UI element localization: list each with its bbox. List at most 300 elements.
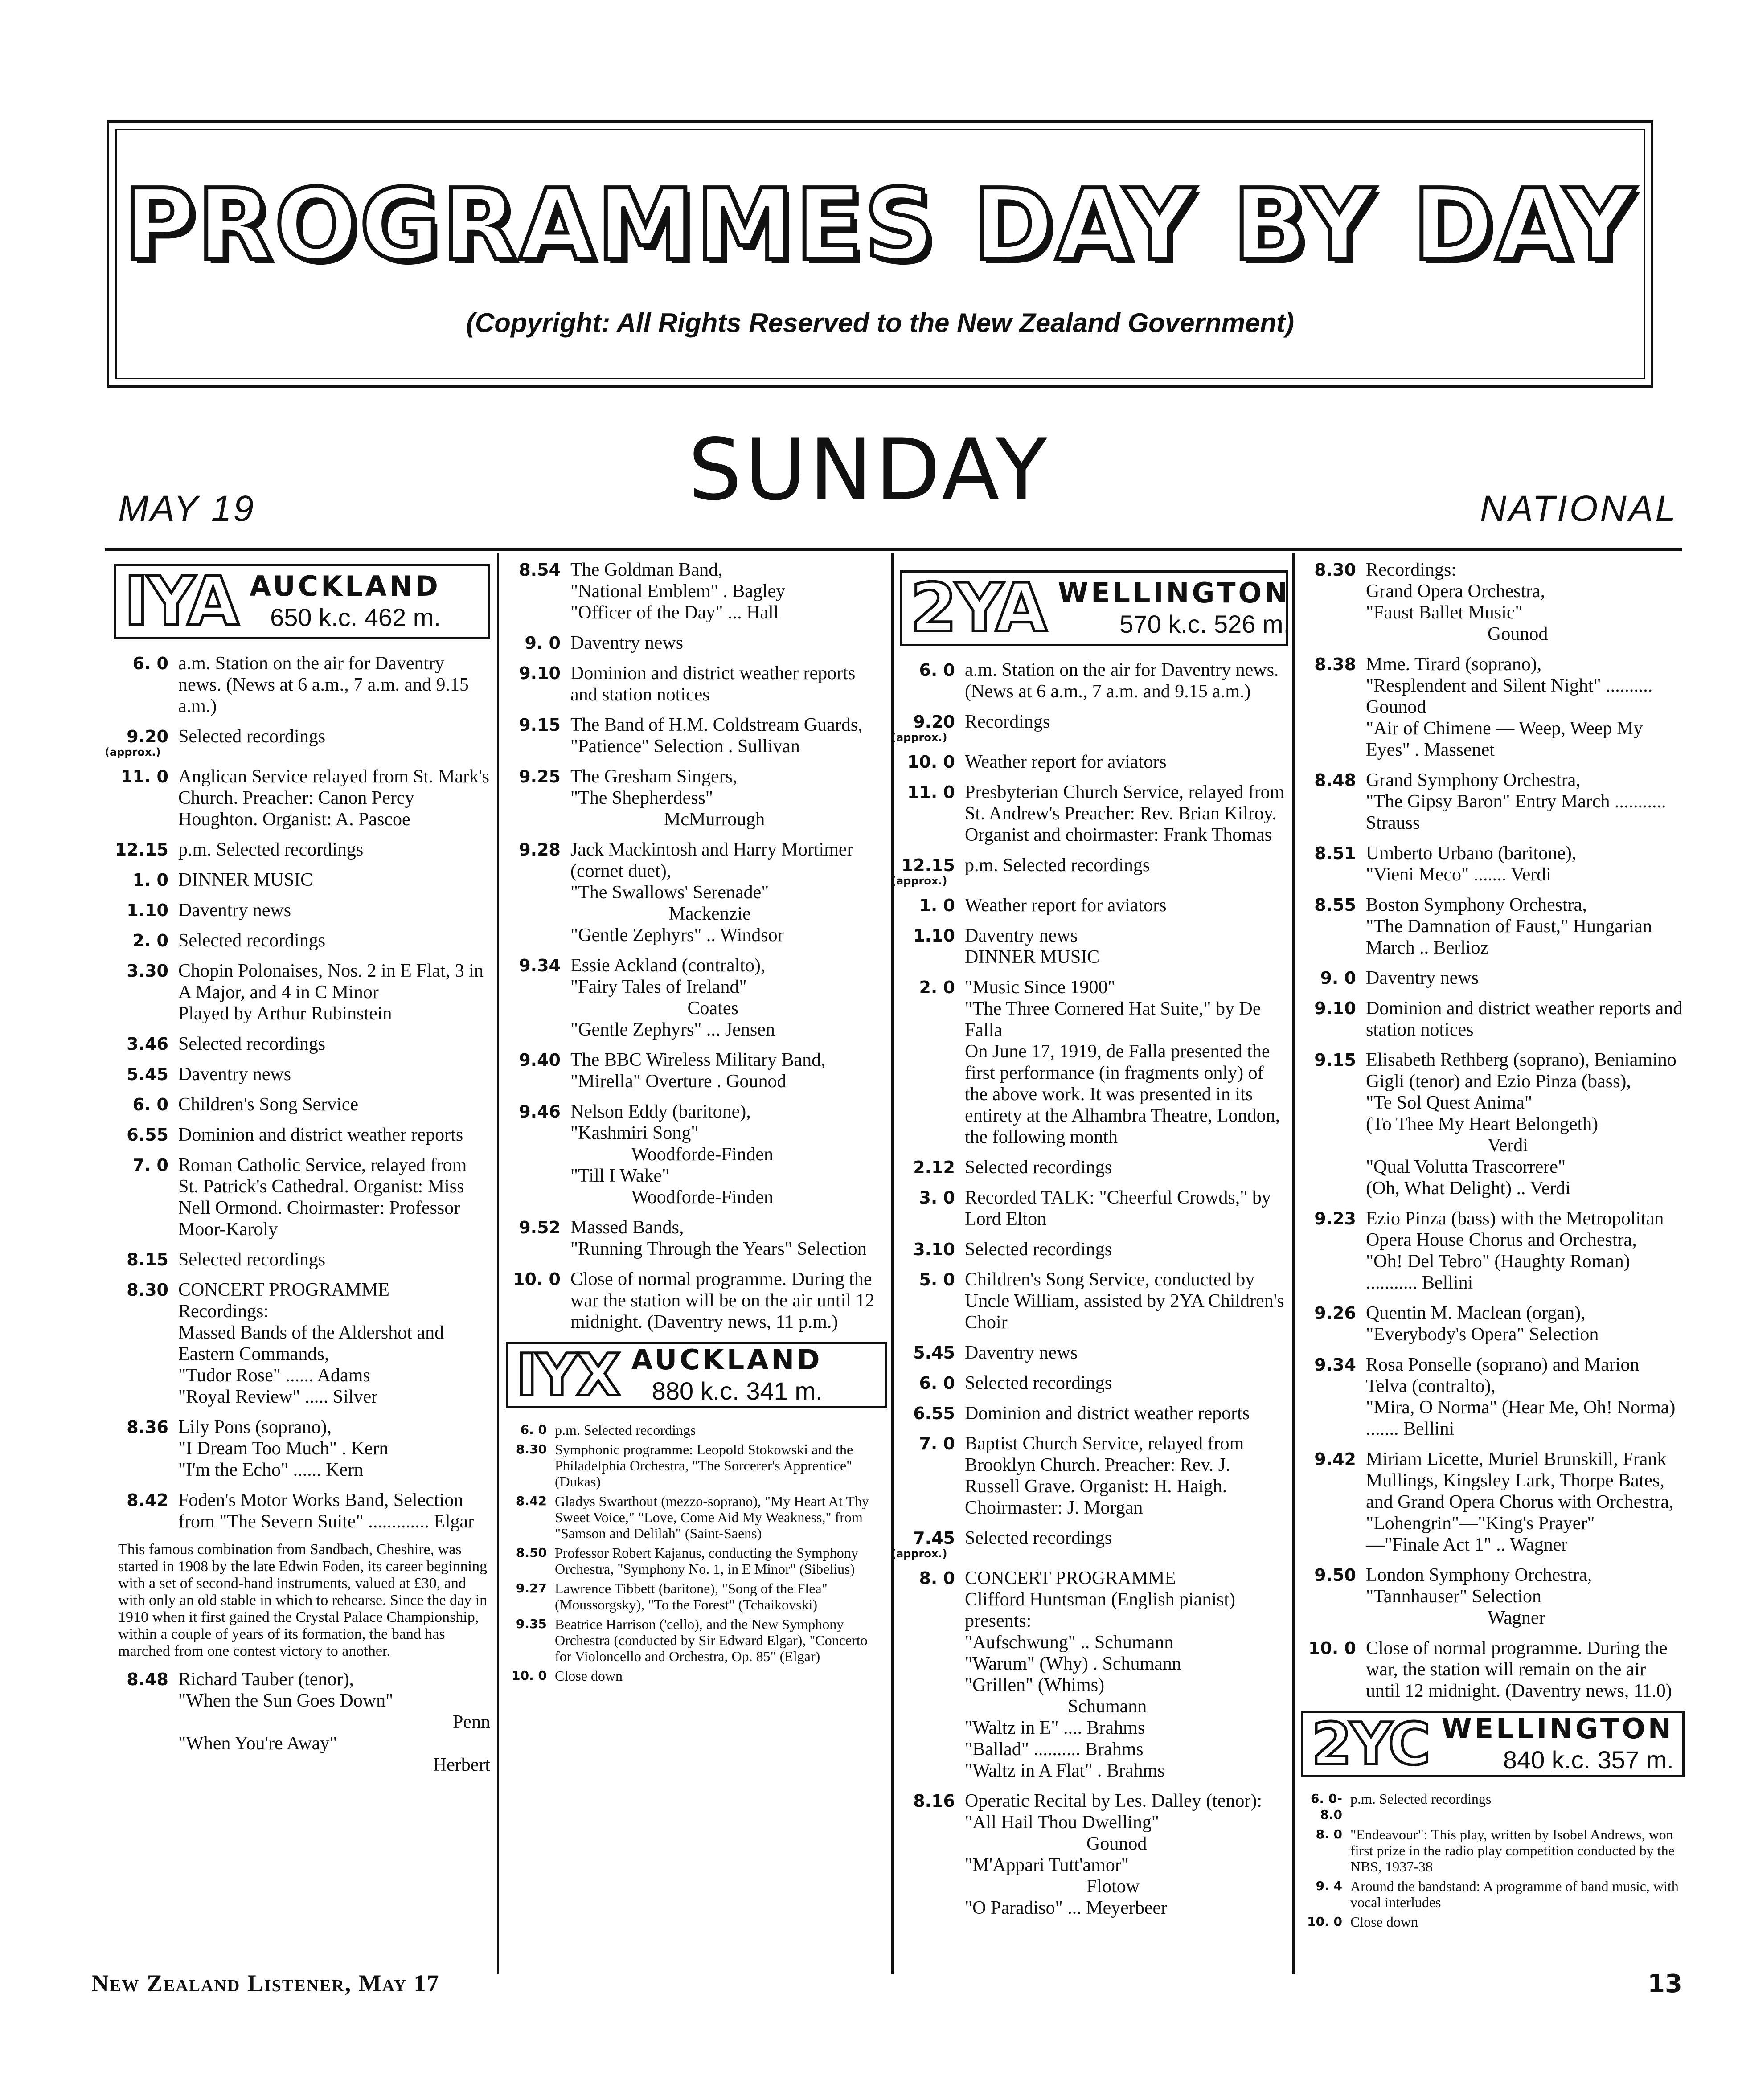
programme-text: p.m. Selected recordings	[555, 1422, 696, 1438]
programme-entry	[109, 1094, 490, 1115]
time-value: 6. 0	[520, 1422, 547, 1437]
station-city: WELLINGTON	[1441, 1712, 1674, 1745]
time	[501, 1493, 555, 1541]
time	[109, 839, 178, 860]
programme-text: p.m. Selected recordings	[965, 855, 1150, 876]
programme-text: London Symphony Orchestra, "Tannhauser" Selection Wagner	[1366, 1565, 1592, 1628]
programme-entry	[109, 930, 490, 951]
time	[1297, 1637, 1366, 1702]
programme-list	[501, 559, 887, 1333]
programme-text: Mme. Tirard (soprano), "Resplendent and Silent Night" .......... Gounod "Air of Chimene — Weep, Weep My Eyes" . Massenet	[1366, 654, 1653, 760]
time	[501, 714, 570, 757]
time-value: 3.30	[127, 961, 168, 981]
programme-entry	[1297, 559, 1685, 645]
programme-text: Umberto Urbano (baritone), "Vieni Meco" ....... Verdi	[1366, 843, 1577, 885]
programme-entry	[896, 1157, 1288, 1178]
programme-text: Grand Symphony Orchestra, "The Gipsy Baron" Entry March ........... Strauss	[1366, 770, 1666, 833]
programme-entry	[501, 1101, 887, 1208]
programme-text: Jack Mackintosh and Harry Mortimer (cornet duet), "The Swallows' Serenade" Mackenzie "Gentle Zephyrs" .. Windsor	[570, 839, 853, 946]
time-value: 8.16	[913, 1791, 955, 1811]
programme-entry	[896, 1790, 1288, 1919]
programme-text: Daventry news	[178, 1064, 291, 1085]
programme-entry	[891, 855, 1288, 887]
time-value: 8.42	[516, 1494, 547, 1508]
time	[1297, 1914, 1350, 1930]
station-frequency: 840 k.c. 357 m.	[1503, 1746, 1674, 1774]
programme-text: Daventry news	[965, 1343, 1078, 1363]
programme-list	[105, 653, 494, 1532]
time-value: 5. 0	[919, 1270, 955, 1289]
station-call: IYX	[516, 1341, 619, 1409]
time	[1297, 967, 1366, 989]
programme-list	[891, 659, 1289, 1919]
time-value: 9.23	[1314, 1209, 1356, 1228]
programme-text: Close of normal programme. During the war the station will be on the air until 12 midnight. (Daventry news, 11 p.m.)	[570, 1269, 879, 1332]
time	[1297, 1302, 1366, 1345]
time-value: 9.20	[913, 712, 955, 732]
time	[501, 766, 570, 830]
programme-entry	[109, 1154, 490, 1240]
programme-entry	[1297, 843, 1685, 885]
programme-entry	[501, 1269, 887, 1333]
time-value: 9.40	[519, 1050, 561, 1070]
programme-entry	[896, 659, 1288, 702]
time-value: 7. 0	[132, 1155, 168, 1175]
programme-entry	[1297, 1564, 1685, 1629]
programme-text: Daventry news	[570, 633, 684, 653]
programme-entry	[501, 559, 887, 623]
time	[896, 1269, 965, 1333]
column-divider	[1292, 553, 1295, 1974]
programme-entry	[1297, 967, 1685, 989]
programme-text: Weather report for aviators	[965, 895, 1167, 916]
programme-entry	[1297, 1878, 1685, 1910]
banner-copyright: (Copyright: All Rights Reserved to the New Zealand Government)	[466, 308, 1294, 338]
programme-entry	[501, 1422, 887, 1438]
programme-text: Selected recordings	[965, 1157, 1112, 1178]
programme-text: CONCERT PROGRAMME Clifford Huntsman (English pianist) presents: "Aufschwung" .. Schumann "Warum" (Why) . Schumann "Grillen" (Whims) Schumann "Waltz in E" .... Brahms "Ballad" .......... Brahms "Waltz in A Flat" . Brahms	[965, 1568, 1236, 1781]
time-value: 1.10	[127, 901, 168, 920]
time	[891, 1527, 965, 1560]
programme-entry	[1297, 894, 1685, 958]
time	[501, 839, 570, 946]
programme-entry	[1297, 1914, 1685, 1930]
time	[896, 1433, 965, 1519]
programme-text: Lily Pons (soprano), "I Dream Too Much" . Kern "I'm the Echo" ...... Kern	[178, 1417, 389, 1480]
time	[109, 1124, 178, 1146]
time-value: 3.10	[913, 1240, 955, 1259]
time-value: 9.20	[127, 727, 168, 746]
time	[1297, 1208, 1366, 1294]
time	[896, 659, 965, 702]
time	[1297, 770, 1366, 834]
programme-text: Dominion and district weather reports	[965, 1403, 1250, 1424]
time	[501, 1545, 555, 1577]
programme-entry	[1297, 1302, 1685, 1345]
programme-text: Children's Song Service, conducted by Uncle William, assisted by 2YA Children's Choir	[965, 1269, 1289, 1333]
time-value: 11. 0	[121, 767, 168, 786]
time	[501, 1101, 570, 1208]
programme-list-small	[501, 1422, 887, 1684]
banner-frame	[107, 120, 1653, 388]
composer: Herbert	[433, 1755, 490, 1775]
station-box-2ya	[900, 569, 1291, 647]
programme-text: Children's Song Service	[178, 1094, 359, 1115]
programme-text: Daventry news	[178, 900, 291, 921]
time	[501, 955, 570, 1040]
time-value: 1.10	[913, 926, 955, 946]
time	[105, 726, 178, 758]
time	[896, 782, 965, 846]
time	[896, 1372, 965, 1394]
day-heading: SUNDAY	[688, 421, 1050, 519]
time	[501, 1441, 555, 1490]
programme-text: CONCERT PROGRAMME Recordings: Massed Bands of the Aldershot and Eastern Commands, "Tudor Rose" ...... Adams "Royal Review" ..... Silver	[178, 1280, 444, 1407]
programme-text: Massed Bands, "Running Through the Years" Selection	[570, 1217, 867, 1259]
programme-text: a.m. Station on the air for Daventry news. (News at 6 a.m., 7 a.m. and 9.15 a.m.)	[178, 653, 474, 716]
programme-text: Close down	[555, 1668, 623, 1684]
programme-entry	[501, 1493, 887, 1541]
time	[1297, 1826, 1350, 1875]
network-label: NATIONAL	[1480, 488, 1678, 529]
time-value: 8.54	[519, 560, 561, 580]
programme-text: Daventry news	[1366, 968, 1479, 988]
programme-entry	[1297, 1049, 1685, 1199]
programme-text: Roman Catholic Service, relayed from St. Patrick's Cathedral. Organist: Miss Nell Ormond. Choirmaster: Professor Moor-Karoly	[178, 1155, 471, 1240]
time-value: 6. 0	[132, 654, 168, 673]
station-box-1yx	[506, 1342, 887, 1408]
approx-label: (approx.)	[891, 1547, 947, 1560]
column-1yA	[105, 559, 494, 1785]
programme-entry	[501, 1049, 887, 1092]
station-city: AUCKLAND	[250, 570, 441, 602]
programme-text: Selected recordings	[178, 930, 326, 951]
programme-entry	[501, 1616, 887, 1664]
programme-entry	[1297, 770, 1685, 834]
programme-entry	[109, 1064, 490, 1085]
column-divider	[891, 553, 894, 1974]
programme-entry	[109, 766, 494, 830]
time-value: 9.10	[519, 663, 561, 683]
station-frequency: 880 k.c. 341 m.	[652, 1377, 823, 1405]
time	[896, 1239, 965, 1260]
programme-text: Selected recordings	[965, 1528, 1112, 1548]
programme-entry	[109, 1279, 490, 1408]
programme-list	[1297, 559, 1685, 1702]
time	[109, 766, 178, 830]
programme-entry	[896, 977, 1288, 1148]
time	[1297, 998, 1366, 1040]
time-value: 9.27	[516, 1581, 547, 1596]
station-frequency: 650 k.c. 462 m.	[270, 603, 441, 631]
time	[1297, 654, 1366, 761]
time-value: 2. 0	[132, 931, 168, 950]
banner-title: PROGRAMMES DAY BY DAY	[123, 168, 1637, 282]
programme-entry	[501, 1441, 887, 1490]
time-value: 9.25	[519, 767, 561, 786]
time	[1297, 1878, 1350, 1910]
programme-entry	[896, 782, 1288, 846]
time	[501, 1049, 570, 1092]
time-value: 9.28	[519, 840, 561, 860]
column-2ya	[891, 559, 1291, 1928]
time-value: 10. 0	[907, 752, 955, 772]
time-value: 2. 0	[919, 978, 955, 997]
time	[1297, 559, 1366, 645]
time	[896, 1790, 965, 1919]
time-value: 8.48	[1314, 770, 1356, 790]
time	[896, 1342, 965, 1363]
programme-text: Lawrence Tibbett (baritone), "Song of the Flea" (Moussorgsky), "To the Forest" (Tchaikovski)	[555, 1580, 831, 1613]
programme-text: Selected recordings	[178, 1034, 326, 1054]
time	[501, 632, 570, 654]
time	[1297, 894, 1366, 958]
time-value: 9.10	[1314, 999, 1356, 1018]
time	[501, 1616, 555, 1664]
programme-entry	[109, 839, 490, 860]
time-value: 12.15	[901, 856, 955, 875]
programme-text: p.m. Selected recordings	[1350, 1791, 1492, 1807]
programme-text: Rosa Ponselle (soprano) and Marion Telva (contralto), "Mira, O Norma" (Hear Me, Oh! Norma) ....... Bellini	[1366, 1355, 1676, 1439]
time	[1297, 1049, 1366, 1199]
column-2ya-late	[1297, 559, 1685, 1933]
programme-entry	[896, 1433, 1288, 1519]
time-value: 9.50	[1314, 1565, 1356, 1585]
programme-entry	[1297, 1449, 1685, 1556]
programme-text: Close down	[1350, 1914, 1418, 1930]
programme-entry	[1297, 1208, 1685, 1294]
time-value: 9.34	[1314, 1355, 1356, 1375]
programme-entry	[109, 1669, 490, 1776]
time-value: 7. 0	[919, 1434, 955, 1453]
time-value: 9. 4	[1316, 1879, 1342, 1893]
time	[501, 1269, 570, 1333]
station-box-1ya	[114, 564, 490, 639]
programme-text: The Gresham Singers, "The Shepherdess" McMurrough	[570, 766, 765, 830]
programme-entry	[1297, 654, 1685, 761]
time-value: 9.42	[1314, 1449, 1356, 1469]
time	[1297, 1354, 1366, 1440]
programme-entry	[896, 925, 1288, 968]
time	[109, 930, 178, 951]
time	[109, 1416, 178, 1481]
programme-entry	[896, 1269, 1288, 1333]
time	[891, 855, 965, 887]
time-value: 9. 0	[1320, 968, 1356, 988]
programme-entry	[109, 1490, 490, 1532]
time-value: 8.55	[1314, 895, 1356, 915]
programme-text: Beatrice Harrison ('cello), and the New Symphony Orchestra (conducted by Sir Edward Elgar), "Concerto for Violoncello and Orchestra, Op. 85" (Elgar)	[555, 1616, 871, 1664]
programme-text: Symphonic programme: Leopold Stokowski and the Philadelphia Orchestra, "The Sorcerer's Apprentice" (Dukas)	[555, 1441, 857, 1490]
programme-text: Essie Ackland (contralto), "Fairy Tales of Ireland" Coates "Gentle Zephyrs" ... Jensen	[570, 955, 775, 1040]
programme-entry	[1297, 1826, 1685, 1875]
programme-text: DINNER MUSIC	[178, 870, 313, 890]
station-frequency: 570 k.c. 526 m.	[1119, 610, 1291, 638]
time-value: 8. 0	[1316, 1827, 1342, 1842]
time	[896, 1187, 965, 1230]
time	[1297, 1791, 1350, 1823]
time	[109, 1490, 178, 1532]
time: 8.48	[127, 1670, 168, 1689]
programme-text: Selected recordings	[965, 1239, 1112, 1260]
programme-text: Boston Symphony Orchestra, "The Damnation of Faust," Hungarian March .. Berlioz	[1366, 895, 1652, 958]
time-value: 8. 0	[919, 1568, 955, 1588]
time	[1297, 1564, 1366, 1629]
footer-publication: New Zealand Listener, May 17	[91, 1970, 440, 1997]
page-number: 13	[1648, 1969, 1682, 1998]
programme-entry	[896, 1403, 1288, 1424]
programme-entry	[501, 839, 887, 946]
column-divider	[497, 553, 499, 1974]
time	[501, 663, 570, 705]
time	[109, 653, 178, 717]
programme-text: The Goldman Band, "National Emblem" . Bagley "Officer of the Day" ... Hall	[570, 560, 786, 623]
approx-label: (approx.)	[891, 875, 947, 887]
programme-text: Dominion and district weather reports and station notices	[570, 663, 860, 705]
time	[109, 960, 178, 1024]
programme-text: Presbyterian Church Service, relayed from St. Andrew's Preacher: Rev. Brian Kilroy. Organist and choirmaster: Frank Thomas	[965, 782, 1289, 845]
programme-text: The Band of H.M. Coldstream Guards, "Patience" Selection . Sullivan	[570, 715, 863, 757]
time	[109, 1279, 178, 1408]
programme-entry	[109, 960, 490, 1024]
programme-text: Selected recordings	[178, 1249, 326, 1270]
programme-text: Elisabeth Rethberg (soprano), Beniamino Gigli (tenor) and Ezio Pinza (bass), "Te Sol Quest Anima" (To Thee My Heart Belongeth) Verdi "Qual Volutta Trascorrere" (Oh, What Delight) .. Verdi	[1366, 1050, 1677, 1199]
programme-text: Foden's Motor Works Band, Selection from "The Severn Suite" ............. Elgar	[178, 1490, 475, 1532]
time-value: 9.35	[516, 1617, 547, 1631]
time-value: 5.45	[913, 1343, 955, 1363]
time-value: 9.52	[519, 1218, 561, 1237]
programme-text: Around the bandstand: A programme of band music, with vocal interludes	[1350, 1878, 1682, 1910]
programme-text: Dominion and district weather reports and station notices	[1366, 998, 1687, 1040]
programme-text: Anglican Service relayed from St. Mark's Church. Preacher: Canon Percy Houghton. Organist: A. Pascoe	[178, 766, 494, 830]
programme-entry	[109, 653, 490, 717]
time	[1297, 843, 1366, 885]
time	[109, 900, 178, 921]
time-value: 8.38	[1314, 655, 1356, 674]
programme-text: "When You're Away"	[178, 1733, 337, 1754]
programme-entry	[501, 1545, 887, 1577]
date-label: MAY 19	[118, 488, 256, 529]
programme-text: Weather report for aviators	[965, 752, 1167, 772]
time-value: 9.34	[519, 956, 561, 975]
programme-entry	[109, 1124, 490, 1146]
time	[896, 751, 965, 773]
time	[109, 1033, 178, 1055]
time-value: 3. 0	[919, 1188, 955, 1208]
composer: Penn	[453, 1712, 490, 1732]
programme-text: Selected recordings	[965, 1373, 1112, 1393]
time	[501, 559, 570, 623]
approx-label: (approx.)	[105, 746, 161, 758]
time-value: 8.30	[516, 1442, 547, 1457]
time	[896, 1403, 965, 1424]
programme-entry	[109, 1249, 490, 1270]
programme-entry	[896, 1187, 1288, 1230]
programme-entry	[896, 751, 1288, 773]
time-value: 9.15	[519, 715, 561, 735]
time-value: 6.55	[913, 1404, 955, 1423]
time-value: 12.15	[115, 840, 168, 860]
time	[109, 1249, 178, 1270]
station-box-2yc	[1301, 1711, 1685, 1777]
time-value: 9.46	[519, 1102, 561, 1122]
programme-entry	[501, 766, 887, 830]
time	[896, 977, 965, 1148]
programme-entry	[1297, 1354, 1685, 1440]
programme-text: Professor Robert Kajanus, conducting the Symphony Orchestra, "Symphony No. 1, in E Minor" (Sibelius)	[555, 1545, 862, 1577]
time-value: 6. 0-8.0	[1311, 1791, 1342, 1822]
time-value: 7.45	[913, 1528, 955, 1548]
programme-text: "Music Since 1900" "The Three Cornered Hat Suite," by De Falla On June 17, 1919, de Falla presented the first performance (in fragments only) of the above work. It was presented in its entirety at the Alhambra Theatre, London, the following month	[965, 977, 1280, 1147]
time-value: 6. 0	[919, 1373, 955, 1393]
programme-text: Dominion and district weather reports	[178, 1125, 463, 1145]
time-value: 8.42	[127, 1490, 168, 1510]
programme-text: Ezio Pinza (bass) with the Metropolitan Opera House Chorus and Orchestra, "Oh! Del Tebro" (Haughty Roman) ........... Bellini	[1366, 1208, 1664, 1293]
programme-text: Recordings	[965, 712, 1050, 732]
time	[896, 1568, 965, 1781]
programme-entry	[105, 726, 490, 758]
programme-text: Gladys Swarthout (mezzo-soprano), "My Heart At Thy Sweet Voice," "Love, Come Aid My Weakness," from "Samson and Delilah" (Saint-Saens)	[555, 1493, 873, 1541]
programme-entry	[501, 1668, 887, 1684]
time-value: 10. 0	[513, 1269, 561, 1289]
programme-text: a.m. Station on the air for Daventry news. (News at 6 a.m., 7 a.m. and 9.15 a.m.)	[965, 660, 1283, 702]
time-value: 1. 0	[919, 896, 955, 915]
time-value: 6. 0	[919, 660, 955, 680]
time	[501, 1668, 555, 1684]
programme-entry	[109, 1033, 490, 1055]
programme-text: Recorded TALK: "Cheerful Crowds," by Lord Elton	[965, 1187, 1276, 1229]
programme-entry	[896, 895, 1288, 916]
station-city: AUCKLAND	[631, 1343, 823, 1376]
time	[109, 1154, 178, 1240]
programme-entry	[896, 1372, 1288, 1394]
time	[501, 1422, 555, 1438]
time	[896, 895, 965, 916]
time-value: 9.15	[1314, 1050, 1356, 1070]
station-call: 2YC	[1312, 1710, 1429, 1778]
time-value: 8.36	[127, 1417, 168, 1437]
time	[896, 925, 965, 968]
programme-entry	[501, 632, 887, 654]
programme-entry	[501, 1217, 887, 1260]
programme-text: Chopin Polonaises, Nos. 2 in E Flat, 3 in A Major, and 4 in C Minor Played by Arthur Rubinstein	[178, 961, 484, 1024]
programme-text: Nelson Eddy (baritone), "Kashmiri Song" Woodforde-Finden "Till I Wake" Woodforde-Finden	[570, 1101, 774, 1208]
time-value: 10. 0	[512, 1668, 547, 1683]
programme-text: Close of normal programme. During the war, the station will remain on the air until 12 midnight. (Daventry news, 11.0)	[1366, 1638, 1672, 1701]
time-value: 5.45	[127, 1064, 168, 1084]
time-value: 9.26	[1314, 1303, 1356, 1323]
programme-text: Daventry news DINNER MUSIC	[965, 925, 1100, 967]
programme-text: Operatic Recital by Les. Dalley (tenor): "All Hail Thou Dwelling" Gounod "M'Appari Tutt'amor" Flotow "O Paradiso" ... Meyerbeer	[965, 1791, 1263, 1918]
time	[109, 1064, 178, 1085]
time-value: 6.55	[127, 1125, 168, 1145]
programme-text: Miriam Licette, Muriel Brunskill, Frank Mullings, Kingsley Lark, Thorpe Bates, and Grand Opera Chorus with Orchestra, "Lohengrin"—"King's Prayer" —"Finale Act 1" .. Wagner	[1366, 1449, 1674, 1555]
time-value: 9. 0	[525, 633, 561, 653]
programme-entry	[891, 711, 1288, 744]
programme-entry	[896, 1239, 1288, 1260]
programme-entry	[1297, 998, 1685, 1040]
station-city: WELLINGTON	[1058, 577, 1291, 609]
programme-entry	[896, 1342, 1288, 1363]
station-call: 2YA	[910, 569, 1045, 647]
time-value: 8.51	[1314, 843, 1356, 863]
programme-entry	[501, 1580, 887, 1613]
time	[501, 1580, 555, 1613]
programme-text: "Endeavour": This play, written by Isobel Andrews, won first prize in the radio play competition conducted by the NBS, 1937-38	[1350, 1826, 1678, 1875]
time-value: 8.30	[127, 1280, 168, 1300]
column-1ya-late	[501, 559, 887, 1687]
time	[1297, 1449, 1366, 1556]
